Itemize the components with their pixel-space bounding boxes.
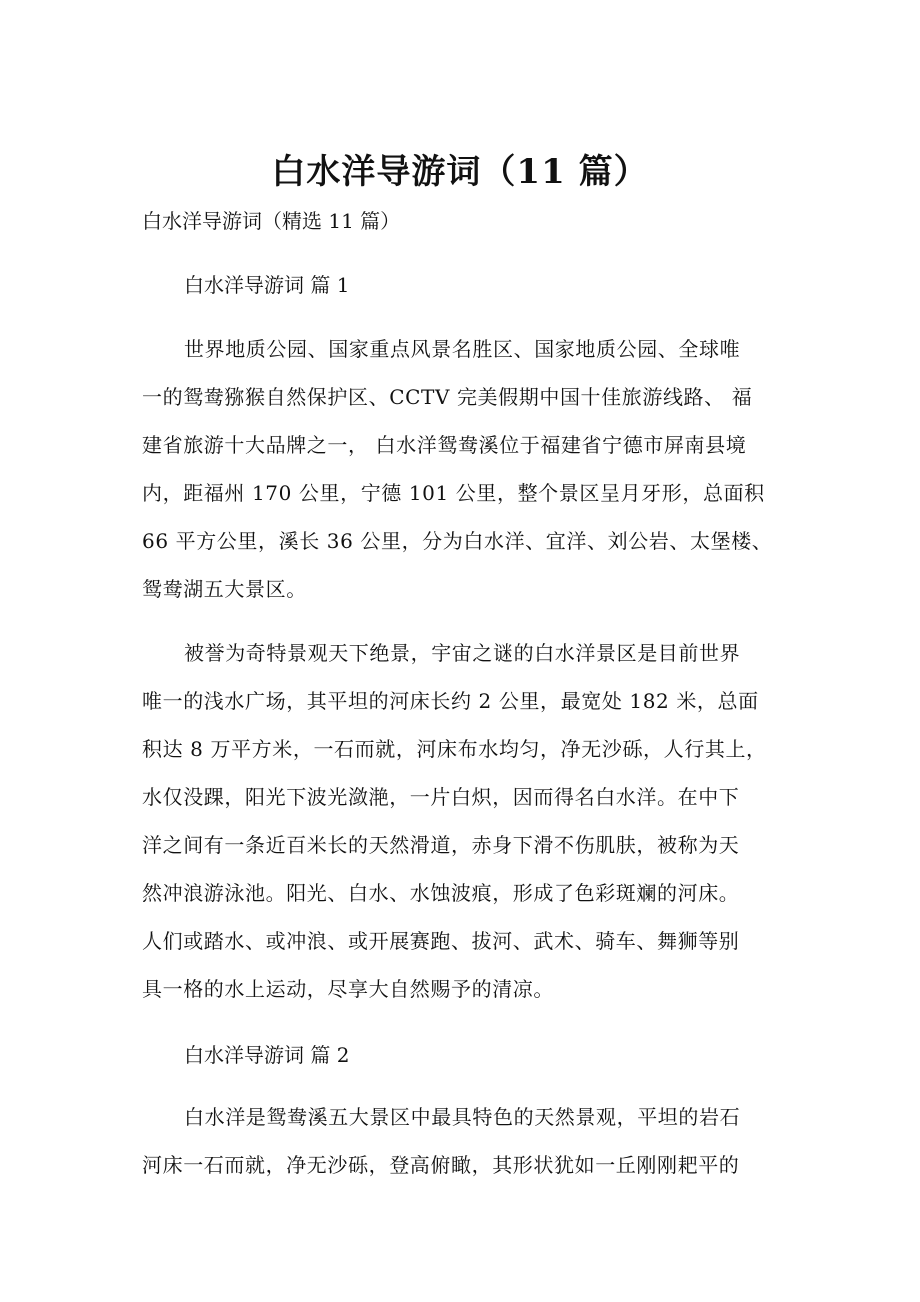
paragraph-line: 河床一石而就，净无沙砾，登高俯瞰，其形状犹如一丘刚刚耙平的 (142, 1153, 740, 1177)
paragraph-line: 具一格的水上运动，尽享大自然赐予的清凉。 (142, 977, 554, 1001)
paragraph-line: 积达 8 万平方米，一石而就，河床布水均匀，净无沙砾，人行其上， (142, 737, 767, 761)
paragraph-line: 建省旅游十大品牌之一， 白水洋鸳鸯溪位于福建省宁德市屏南县境 (142, 433, 747, 457)
document-title: 白水洋导游词（11 篇） (271, 152, 649, 192)
section-heading-2: 白水洋导游词 篇 2 (184, 1043, 350, 1067)
paragraph-line: 人们或踏水、或冲浪、或开展赛跑、拔河、武术、骑车、舞狮等别 (142, 929, 740, 953)
paragraph-line: 水仅没踝，阳光下波光潋滟，一片白炽，因而得名白水洋。在中下 (142, 785, 740, 809)
paragraph-line: 66 平方公里，溪长 36 公里，分为白水洋、宜洋、刘公岩、太堡楼、 (142, 529, 773, 553)
paragraph-line: 内，距福州 170 公里，宁德 101 公里，整个景区呈月牙形，总面积 (142, 481, 765, 505)
paragraph-line: 白水洋是鸳鸯溪五大景区中最具特色的天然景观，平坦的岩石 (184, 1105, 741, 1129)
paragraph-line: 洋之间有一条近百米长的天然滑道，赤身下滑不伤肌肤，被称为天 (142, 833, 740, 857)
section-heading-1: 白水洋导游词 篇 1 (184, 273, 350, 297)
paragraph-line: 唯一的浅水广场，其平坦的河床长约 2 公里，最宽处 182 米，总面 (142, 689, 759, 713)
paragraph-line: 一的鸳鸯猕猴自然保护区、CCTV 完美假期中国十佳旅游线路、 福 (142, 385, 753, 409)
paragraph-line: 鸳鸯湖五大景区。 (142, 577, 307, 601)
paragraph-line: 然冲浪游泳池。阳光、白水、水蚀波痕，形成了色彩斑斓的河床。 (142, 881, 740, 905)
document-subtitle: 白水洋导游词（精选 11 篇） (142, 209, 401, 233)
paragraph-line: 世界地质公园、国家重点风景名胜区、国家地质公园、全球唯 (184, 337, 741, 361)
paragraph-line: 被誉为奇特景观天下绝景，宇宙之谜的白水洋景区是目前世界 (184, 641, 741, 665)
